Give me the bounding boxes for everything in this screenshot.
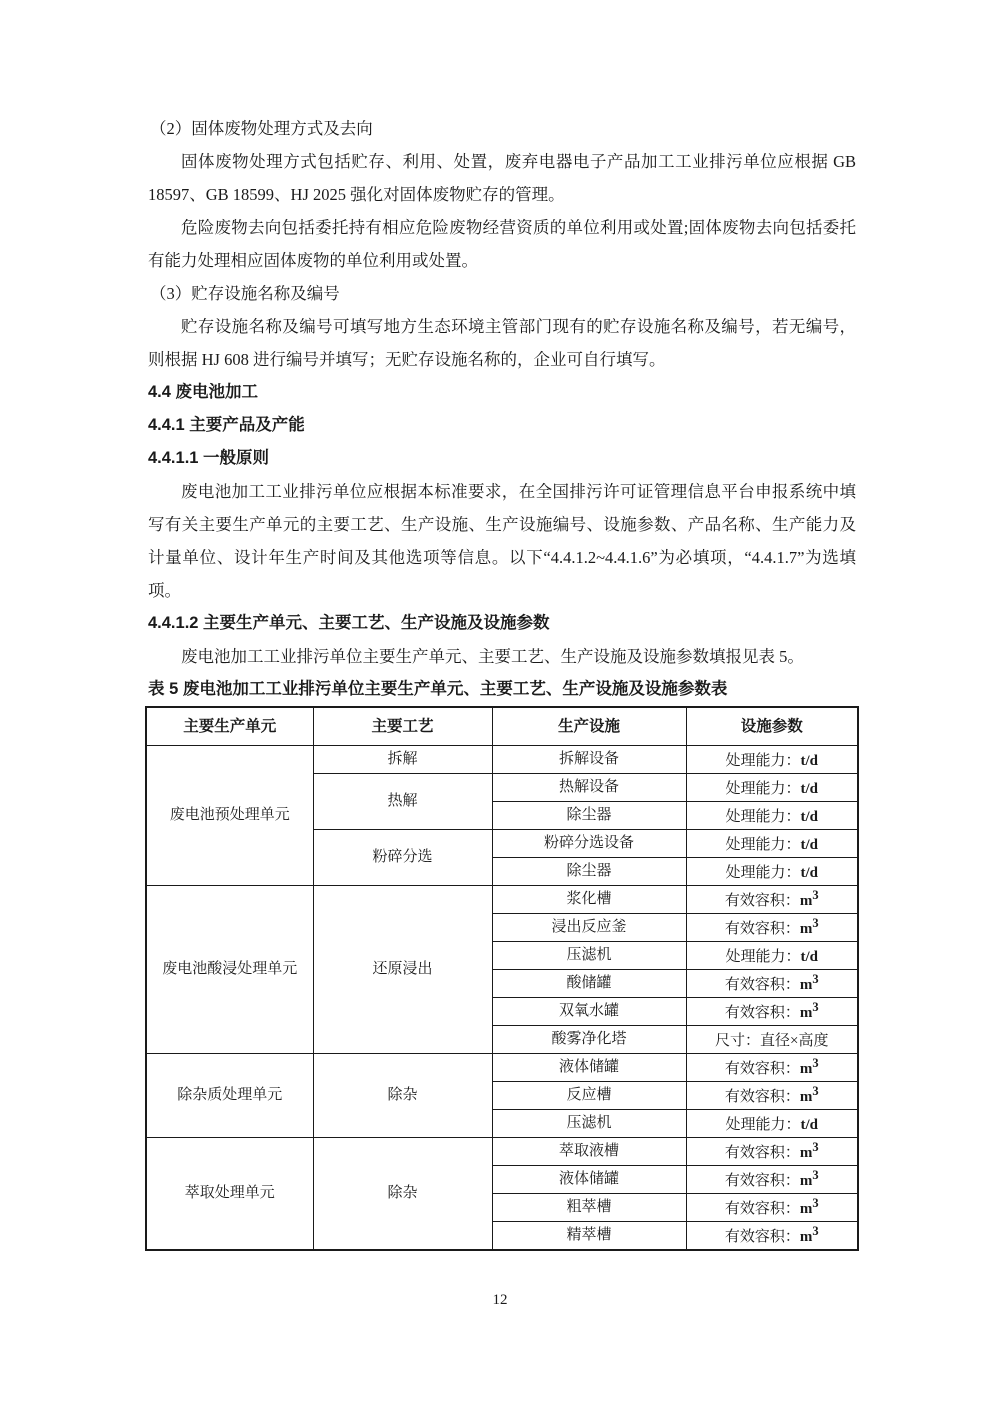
param-cell: 尺寸：直径×高度 (686, 1026, 858, 1054)
param-cell: 处理能力：t/d (686, 802, 858, 830)
col-header-production-unit: 主要生产单元 (146, 707, 313, 746)
paragraph-hazardous-waste: 危险废物去向包括委托持有相应危险废物经营资质的单位利用或处置;固体废物去向包括委托有能力处理相应固体废物的单位利用或处置。 (148, 218, 856, 270)
param-cell: 处理能力：t/d (686, 830, 858, 858)
col-header-parameter: 设施参数 (686, 707, 858, 746)
heading-4-4-1: 4.4.1 主要产品及产能 (148, 416, 305, 434)
device-cell: 酸雾净化塔 (492, 1026, 686, 1054)
paragraph-solid-waste-methods: 固体废物处理方式包括贮存、利用、处置，废弃电器电子产品加工工业排污单位应根据 GB 18597、GB 18599、HJ 2025 强化对固体废物贮存的管理。 (148, 152, 856, 204)
param-cell: 处理能力：t/d (686, 774, 858, 802)
heading-4-4-1-1: 4.4.1.1 一般原则 (148, 449, 270, 467)
param-cell: 处理能力：t/d (686, 1110, 858, 1138)
device-cell: 反应槽 (492, 1082, 686, 1110)
unit-cell: 除杂质处理单元 (146, 1054, 313, 1138)
table-row (146, 1054, 858, 1082)
unit-cell: 废电池酸浸处理单元 (146, 886, 313, 1054)
device-cell: 双氧水罐 (492, 998, 686, 1026)
param-cell: 有效容积：$m^3$ (686, 1166, 858, 1194)
device-cell: 拆解设备 (492, 746, 686, 774)
device-cell: 酸储罐 (492, 970, 686, 998)
param-cell: 有效容积：$m^3$ (686, 1054, 858, 1082)
document-content (148, 112, 856, 1251)
paragraph-general-principles: 废电池加工工业排污单位应根据本标准要求，在全国排污许可证管理信息平台申报系统中填写有关主要生产单元的主要工艺、生产设施、生产设施编号、设施参数、产品名称、生产能力及计量单位、设计年生产时间及其他选项等信息。以下“4.4.1.2~4.4.1.6”为必填项，“4.4.1.7”为选填项。 (148, 482, 856, 600)
process-cell: 除杂 (313, 1054, 492, 1138)
unit-cell: 废电池预处理单元 (146, 746, 313, 886)
heading-4-4: 4.4 废电池加工 (148, 383, 259, 401)
process-cell: 除杂 (313, 1138, 492, 1251)
paragraph-table-intro: 废电池加工工业排污单位主要生产单元、主要工艺、生产设施及设施参数填报见表 5。 (181, 647, 804, 666)
heading-4-4-1-2: 4.4.1.2 主要生产单元、主要工艺、生产设施及设施参数 (148, 614, 550, 632)
device-cell: 除尘器 (492, 858, 686, 886)
table-row (146, 886, 858, 914)
table-header-row (146, 707, 858, 746)
device-cell: 液体储罐 (492, 1166, 686, 1194)
process-cell: 拆解 (313, 746, 492, 774)
param-cell: 有效容积：$m^3$ (686, 998, 858, 1026)
col-header-process: 主要工艺 (313, 707, 492, 746)
device-cell: 除尘器 (492, 802, 686, 830)
device-cell: 压滤机 (492, 1110, 686, 1138)
param-cell: 有效容积：$m^3$ (686, 970, 858, 998)
unit-cell: 萃取处理单元 (146, 1138, 313, 1251)
table-5 (145, 706, 859, 1251)
process-cell: 还原浸出 (313, 886, 492, 1054)
device-cell: 浸出反应釜 (492, 914, 686, 942)
device-cell: 压滤机 (492, 942, 686, 970)
col-header-facility: 生产设施 (492, 707, 686, 746)
param-cell: 处理能力：t/d (686, 858, 858, 886)
device-cell: 液体储罐 (492, 1054, 686, 1082)
device-cell: 粉碎分选设备 (492, 830, 686, 858)
table-row (146, 1138, 858, 1166)
paragraph-storage-facility: 贮存设施名称及编号可填写地方生态环境主管部门现有的贮存设施名称及编号，若无编号，则根据 HJ 608 进行编号并填写；无贮存设施名称的，企业可自行填写。 (148, 317, 856, 369)
param-cell: 处理能力：t/d (686, 746, 858, 774)
process-cell: 热解 (313, 774, 492, 830)
table-row (146, 746, 858, 774)
param-cell: 有效容积：$m^3$ (686, 1194, 858, 1222)
device-cell: 热解设备 (492, 774, 686, 802)
device-cell: 浆化槽 (492, 886, 686, 914)
item-2-title: （2）固体废物处理方式及去向 (150, 119, 373, 138)
param-cell: 有效容积：$m^3$ (686, 886, 858, 914)
param-cell: 有效容积：$m^3$ (686, 1138, 858, 1166)
item-3-title: （3）贮存设施名称及编号 (150, 284, 340, 303)
process-cell: 粉碎分选 (313, 830, 492, 886)
param-cell: 有效容积：$m^3$ (686, 914, 858, 942)
device-cell: 萃取液槽 (492, 1138, 686, 1166)
param-cell: 有效容积：$m^3$ (686, 1222, 858, 1251)
device-cell: 粗萃槽 (492, 1194, 686, 1222)
page-number: 12 (492, 1292, 508, 1308)
param-cell: 处理能力：t/d (686, 942, 858, 970)
device-cell: 精萃槽 (492, 1222, 686, 1251)
table-caption: 表 5 废电池加工工业排污单位主要生产单元、主要工艺、生产设施及设施参数表 (148, 680, 728, 698)
param-cell: 有效容积：$m^3$ (686, 1082, 858, 1110)
